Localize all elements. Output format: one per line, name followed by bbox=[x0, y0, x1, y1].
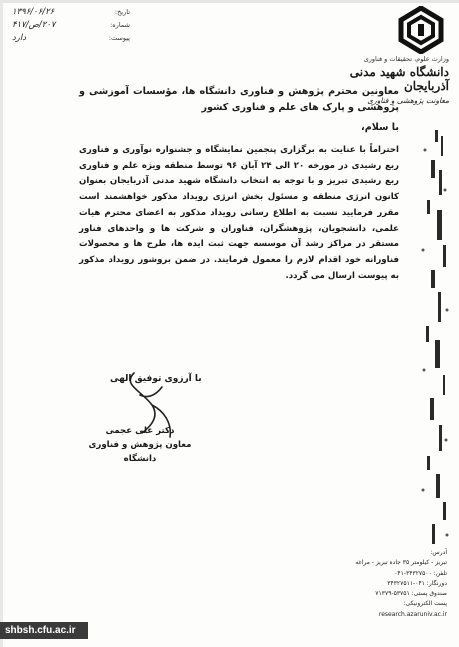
signer-title: معاون پژوهش و فناوری دانشگاه bbox=[88, 440, 192, 464]
scan-edge-top bbox=[0, 0, 459, 3]
signer-block bbox=[80, 424, 200, 466]
department-name: معاونت پژوهشی و فناوری bbox=[367, 96, 449, 105]
university-logo-icon bbox=[397, 6, 445, 54]
footer-line: دورنگار: ۰۴۱-۳۴۳۲۷۵۱۱ bbox=[387, 579, 447, 587]
signer-name: دکتر علی عجمی bbox=[105, 426, 175, 436]
closing-phrase: با آرزوی توفیق الهی bbox=[110, 374, 202, 384]
salutation: با سلام، bbox=[361, 122, 399, 133]
footer-line: تلفن: ۳۴۳۲۷۵۰۰-۰۴۱ bbox=[394, 569, 447, 577]
ministry-name: وزارت علوم، تحقیقات و فناوری bbox=[363, 55, 449, 63]
decorative-side-band bbox=[417, 130, 451, 550]
number-label: شماره: bbox=[110, 21, 130, 29]
footer-line: research.azaruniv.ac.ir bbox=[378, 610, 447, 618]
number-row bbox=[12, 19, 130, 32]
attachment-label: پیوست: bbox=[108, 34, 130, 42]
date-value: ۱۳۹۶/۰۶/۲۶ bbox=[12, 7, 55, 17]
letter-body bbox=[79, 84, 399, 284]
attachment-value: دارد bbox=[12, 33, 27, 43]
footer-line: صندوق پستی: ۵۳۷۵۱-۷۱۳۷۹ bbox=[375, 590, 447, 598]
scan-edge-left bbox=[0, 0, 3, 647]
footer-line: پست الکترونیکی: bbox=[403, 600, 447, 608]
letter-text: احتراماً با عنایت به برگزاری پنجمین نمایشگاه و جشنواره نوآوری و فناوری ربع رشیدی در مورخه ۲۰ الی ۲۴ آبان ۹۶ توسط منطقه ویژه علم و فناوری ربع رشیدی تبریز و با توجه به انتخاب دانشگاه شهید مدنی آذربایجان بعنوان کانون انرژی منطقه و مسئول بخش انرژی رویداد مذکور خواهشمند است مقرر فرمایید نسبت به اطلاع رسانی رویداد مذکور به اعضای محترم هیات علمی، دانشجویان، پژوهشگران، فناوران و شرکت ها و واحدهای فناور مستقر در مراکز رشد آن موسسه جهت ثبت ایده ها، طرح ها و محصولات فناورانه خود اقدام لازم را معمول فرمایند. در ضمن بروشور رویداد مذکور به پیوست ارسال می گردد. bbox=[79, 145, 399, 281]
recipient: معاونین محترم پژوهش و فناوری دانشگاه ها، مؤسسات آموزشی و پژوهشی و پارک های علم و فناوری کشور bbox=[79, 86, 399, 113]
footer-line: تبریز - کیلومتر ۳۵ جاده تبریز - مراغه bbox=[355, 559, 447, 567]
footer-line: آدرس: bbox=[430, 549, 447, 556]
attachment-row bbox=[12, 32, 130, 45]
contact-footer bbox=[337, 548, 447, 620]
date-row bbox=[12, 6, 130, 19]
letter-meta bbox=[12, 6, 130, 45]
date-label: تاریخ: bbox=[114, 8, 130, 16]
university-name: دانشگاه شهید مدنی آذربایجان bbox=[349, 65, 449, 93]
number-value: ۲۰۷/ص/۴۱۷ bbox=[12, 20, 56, 30]
site-watermark: shbsh.cfu.ac.ir bbox=[0, 622, 88, 639]
